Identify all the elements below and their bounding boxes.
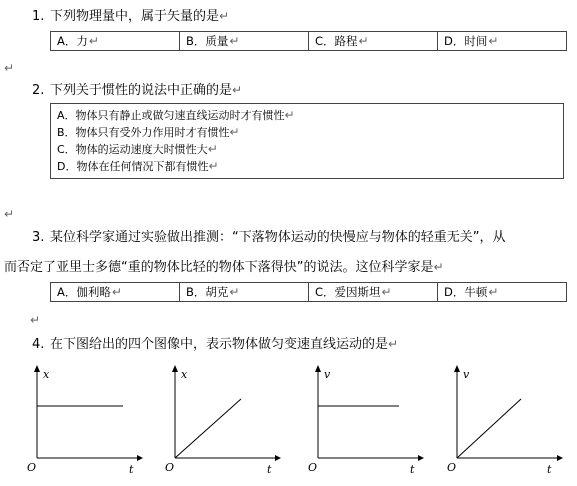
question-1: [32, 9, 229, 25]
option-a[interactable]: A．伽利略↵: [51, 283, 180, 302]
origin-label: O: [447, 461, 457, 474]
question-number: 2.: [32, 83, 45, 98]
option-d: D．物体在任何情况下都有惯性: [57, 160, 209, 173]
question-3-line-1: [32, 230, 505, 246]
origin-label: O: [308, 461, 318, 474]
question-number: 4.: [32, 337, 45, 352]
x-axis-label: t: [410, 463, 415, 476]
x-axis-arrow: [418, 455, 424, 461]
option-a[interactable]: A．物体只有静止或做匀速直线运动时才有惯性↵ B．物体只有受外力作用时才有惯性↵ C．物体的运动速度大时惯性大↵ D．物体在任何情况下都有惯性↵: [51, 104, 564, 179]
origin-label: O: [27, 461, 37, 474]
y-axis-arrow: [172, 365, 178, 372]
x-axis-arrow: [137, 455, 143, 461]
option-d[interactable]: D．时间↵: [438, 32, 567, 51]
question-text: 下列物理量中，属于矢量的是: [50, 9, 220, 24]
graph-v-t-horizontal: [306, 364, 426, 480]
graph-x-t-horizontal: [25, 364, 145, 480]
question-text: 下列关于惯性的说法中正确的是: [50, 83, 233, 98]
paragraph-mark: ↵: [4, 61, 15, 75]
graph-line: [175, 399, 241, 458]
paragraph-mark: ↵: [219, 9, 230, 23]
option-b: B．物体只有受外力作用时才有惯性: [57, 126, 230, 139]
y-axis-label: v: [463, 368, 470, 381]
options-table-q1: [50, 31, 567, 51]
paragraph-mark: ↵: [433, 260, 444, 274]
option-b[interactable]: B．胡克↵: [180, 283, 309, 302]
y-axis-label: x: [43, 368, 50, 381]
graph-line: [457, 399, 521, 458]
question-text: 而否定了亚里士多德“重的物体比轻的物体下落得快”的说法。这位科学家是: [4, 260, 434, 275]
option-d[interactable]: D．牛顿↵: [438, 283, 567, 302]
question-2: [32, 83, 242, 99]
x-axis-label: t: [267, 463, 272, 476]
y-axis-label: x: [181, 368, 188, 381]
question-text: 在下图给出的四个图像中，表示物体做匀变速直线运动的是: [50, 337, 389, 352]
options-table-q2: [50, 103, 564, 179]
graph-v-t-diagonal: [445, 364, 565, 480]
options-table-q3: [50, 282, 567, 302]
option-c: C．物体的运动速度大时惯性大: [57, 143, 208, 156]
paragraph-mark: ↵: [30, 313, 41, 327]
option-c[interactable]: C．爱因斯坦↵: [309, 283, 438, 302]
question-text: 某位科学家通过实验做出推测：“下落物体运动的快慢应与物体的轻重无关”，从: [50, 230, 506, 245]
origin-label: O: [165, 461, 175, 474]
paragraph-mark: ↵: [4, 207, 15, 221]
x-axis-arrow: [557, 455, 563, 461]
y-axis-arrow: [454, 365, 460, 372]
y-axis-label: v: [324, 368, 331, 381]
question-number: 1.: [32, 9, 45, 24]
x-axis-arrow: [275, 455, 281, 461]
question-3-line-2: [4, 260, 444, 276]
y-axis-arrow: [34, 365, 40, 372]
question-number: 3.: [32, 230, 45, 245]
graph-x-t-diagonal: [163, 364, 283, 480]
paragraph-mark: ↵: [388, 337, 399, 351]
question-4: [32, 337, 398, 353]
option-b[interactable]: B．质量↵: [180, 32, 309, 51]
y-axis-arrow: [315, 365, 321, 372]
option-c[interactable]: C．路程↵: [309, 32, 438, 51]
x-axis-label: t: [547, 463, 552, 476]
x-axis-label: t: [129, 463, 134, 476]
paragraph-mark: ↵: [232, 83, 243, 97]
option-a[interactable]: A．力↵: [51, 32, 180, 51]
